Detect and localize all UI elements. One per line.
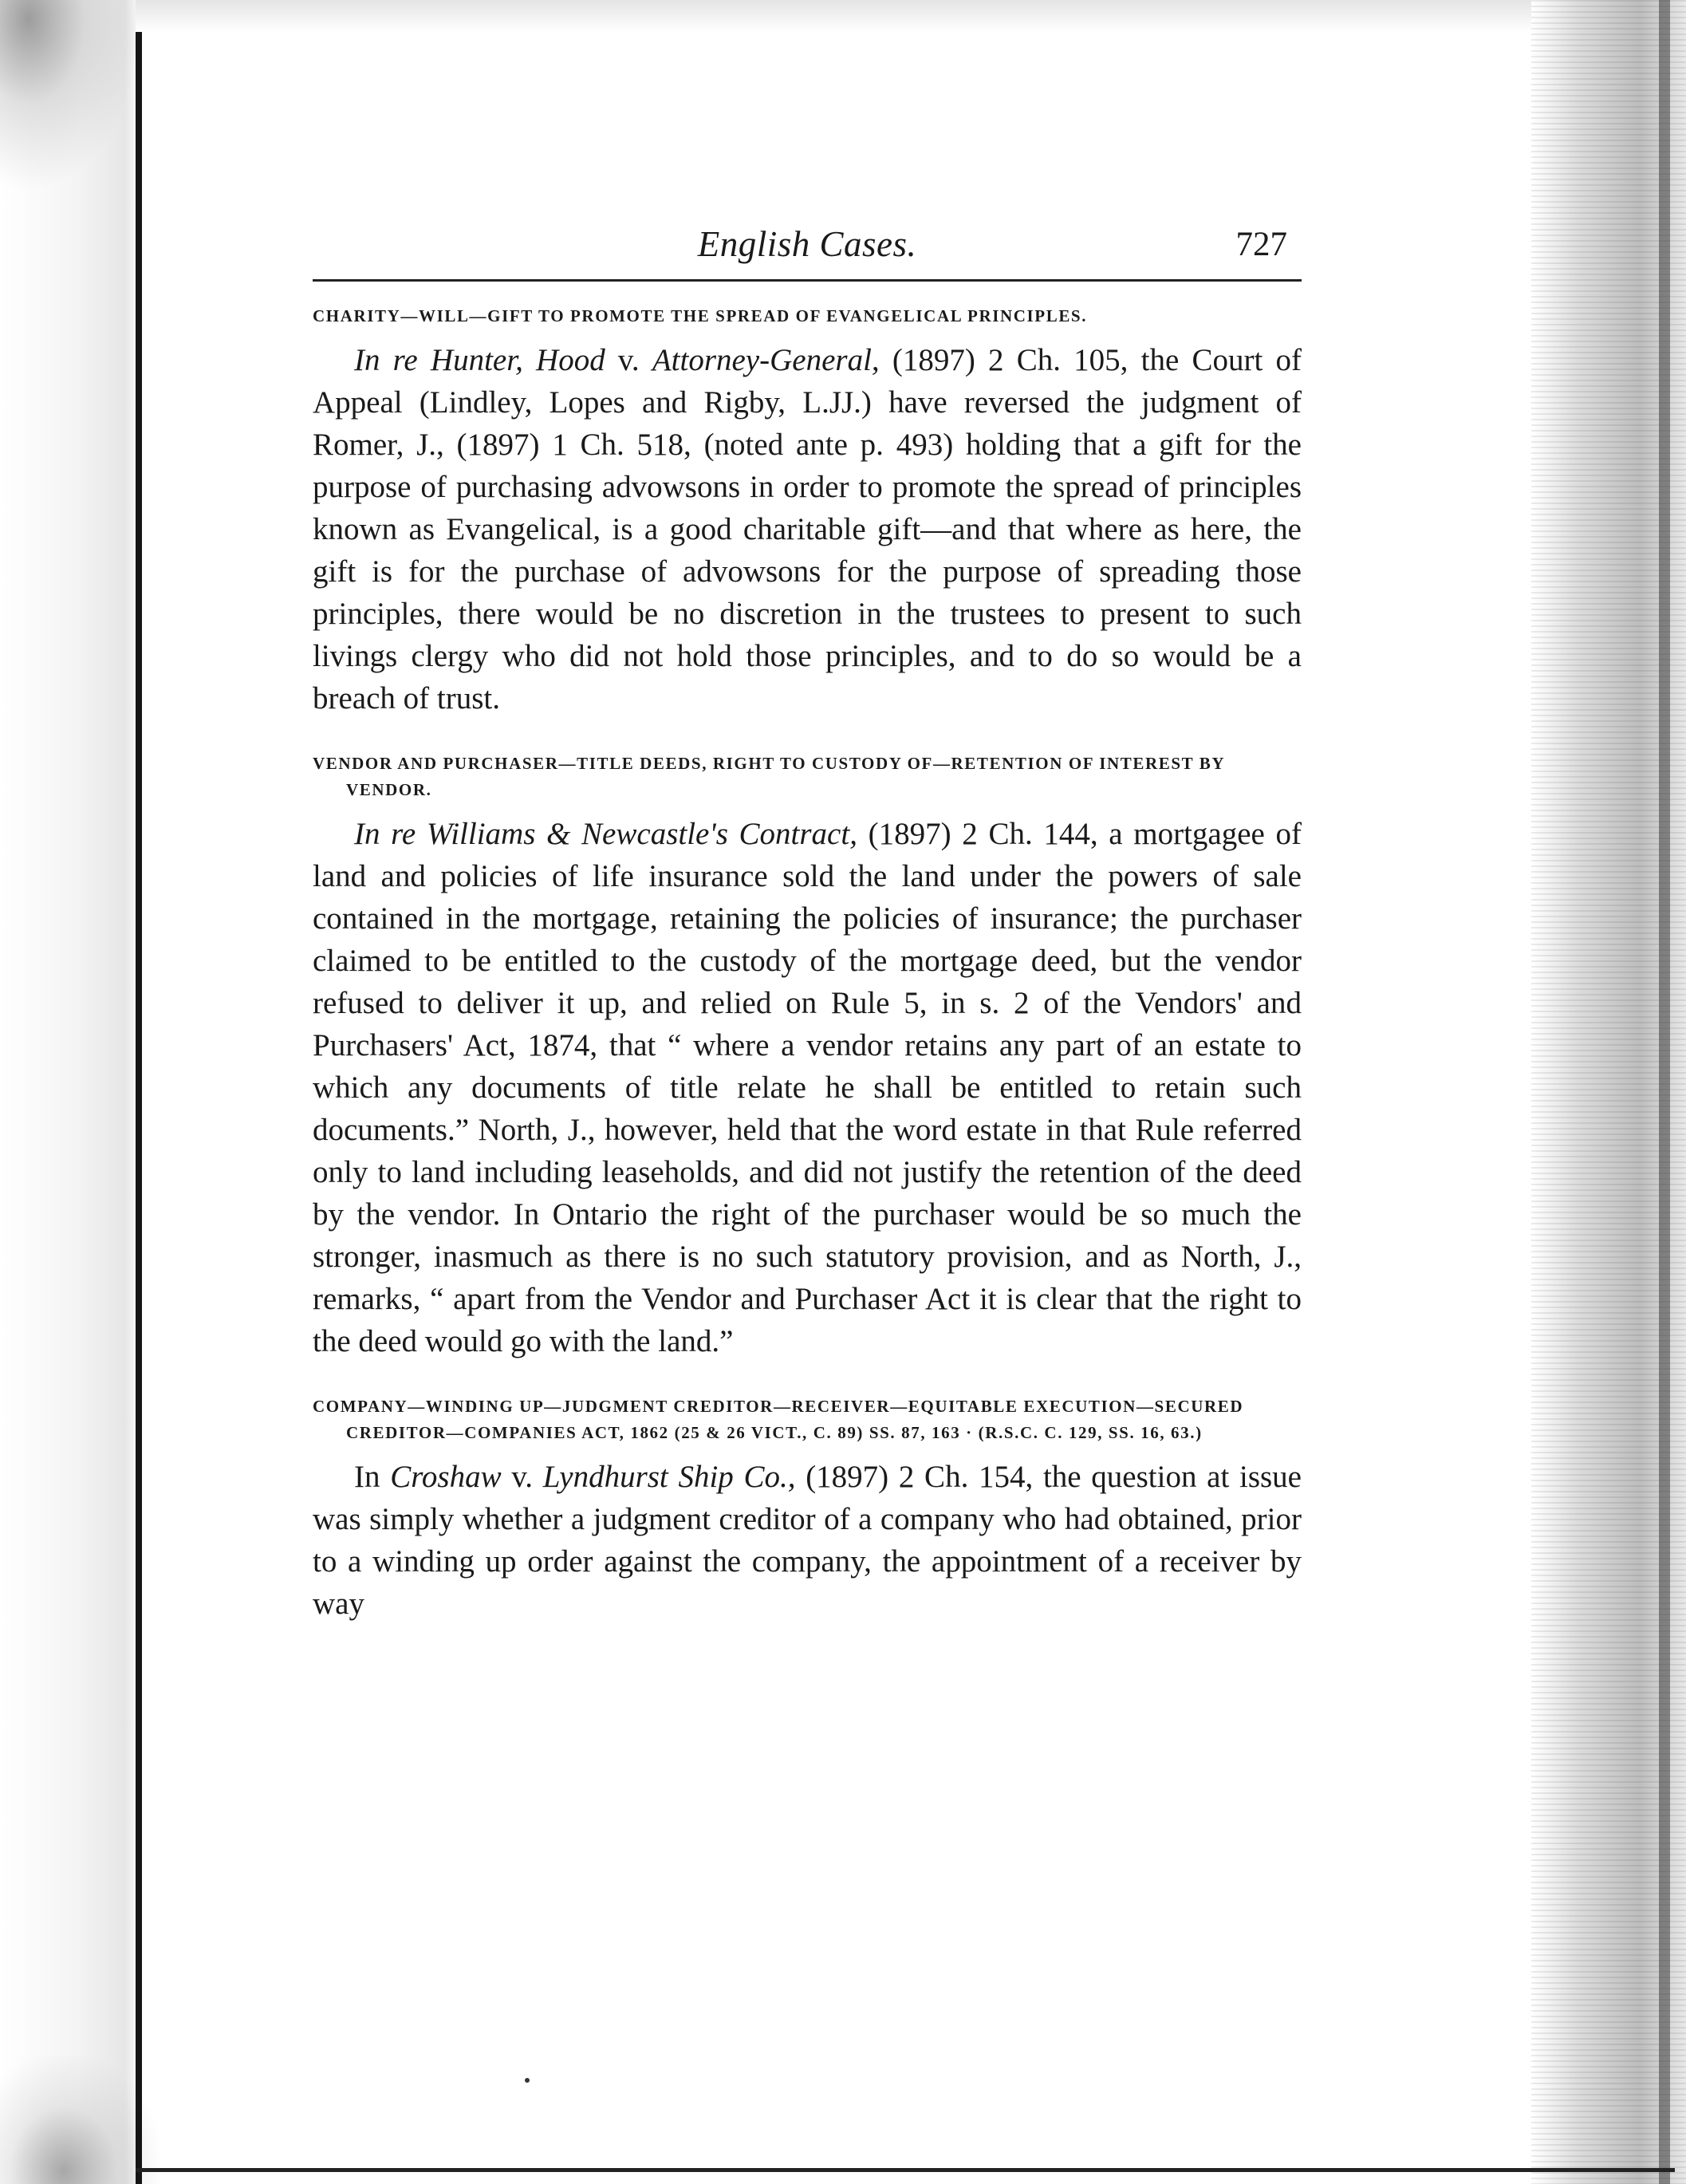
case-paragraph: In Croshaw v. Lyndhurst Ship Co., (1897) 2 Ch. 154, the question at issue was simply whether a judgment creditor of a company who had obtained, prior to a winding up order against the company, the appointment of a receiver by way: [313, 1460, 1302, 1621]
case-paragraph: [313, 813, 1302, 1362]
page-number: 727: [1235, 226, 1287, 263]
case-name: In re Williams & Newcastle's Contract,: [354, 817, 857, 851]
running-head: [313, 223, 1302, 271]
section-caption: VENDOR AND PURCHASER—TITLE DEEDS, RIGHT TO CUSTODY OF—RETENTION OF INTEREST BY VENDOR.: [313, 754, 1225, 799]
case-name: In re Hunter, Hood: [354, 343, 605, 377]
scan-top-edge: [136, 0, 1531, 32]
scan-margin-left: [0, 0, 142, 2184]
header-rule: [313, 279, 1302, 282]
case-party: Attorney-General,: [652, 343, 880, 377]
ink-speck: [525, 2078, 530, 2083]
binding-edge-line: [136, 32, 142, 2184]
case-text: (1897) 2 Ch. 154, the question at issue was simply whether a judgment creditor of a company who had obtained, prior to a winding up order against the company, the appointment of a receiver by way: [313, 1460, 1302, 1621]
scan-smudge-top-left: [0, 0, 144, 191]
running-head-title: English Cases.: [697, 224, 917, 264]
case-text: (1897) 2 Ch. 144, a mortgagee of land and policies of life insurance sold the land under the powers of sale contained in the mortgage, retaining the policies of insurance; the purchaser claimed to be entitled to the custody of the mortgage deed, but the vendor refused to deliver it up, and relied on Rule 5, in s. 2 of the Vendors' and Purchasers' Act, 1874, that “ where a vendor retains any part of an estate to which any documents of title relate he shall be entitled to retain such documents.” North, J., however, held that the word estate in that Rule referred only to land including leaseholds, and did not justify the retention of the deed by the vendor. In Ontario the right of the purchaser would be so much the stronger, inasmuch as there is no such statutory provision, and as North, J., remarks, “ apart from the Vendor and Purchaser Act it is clear that the right to the deed would go with the land.”: [313, 817, 1302, 1358]
section-caption: COMPANY—WINDING UP—JUDGMENT CREDITOR—RECEIVER—EQUITABLE EXECUTION—SECURED CREDITOR—COMPANIES ACT, 1862 (25 & 26 VICT., C. 89) SS. 87, 163 · (R.S.C. C. 129, SS. 16, 63.): [313, 1397, 1244, 1442]
section-caption: CHARITY—WILL—GIFT TO PROMOTE THE SPREAD OF EVANGELICAL PRINCIPLES.: [313, 306, 1088, 325]
page-edge-shadow: [1659, 0, 1670, 2184]
case-name: Croshaw: [390, 1460, 502, 1494]
case-paragraph: In re Hunter, Hood v. Attorney-General, (1897) 2 Ch. 105, the Court of Appeal (Lindley, Lopes and Rigby, L.JJ.) have reversed the judgment of Romer, J., (1897) 1 Ch. 518, (noted ante p. 493) holding that a gift for the purpose of purchasing advowsons in order to promote the spread of principles known as Evangelical, is a good charitable gift—and that where as here, the gift is for the purchase of advowsons for the purpose of spreading those principles, there would be no discretion in the trustees to present to such livings clergy who did not hold those principles, and to do so would be a breach of trust.: [313, 343, 1302, 716]
bottom-edge-line: [136, 2168, 1675, 2172]
case-text: (1897) 2 Ch. 105, the Court of Appeal (Lindley, Lopes and Rigby, L.JJ.) have reversed the judgment of Romer, J., (1897) 1 Ch. 518, (noted ante p. 493) holding that a gift for the purpose of purchasing advowsons in order to promote the spread of principles known as Evangelical, is a good charitable gift—and that where as here, the gift is for the purchase of advowsons for the purpose of spreading those principles, there would be no discretion in the trustees to present to such livings clergy who did not hold those principles, and to do so would be a breach of trust.: [313, 343, 1302, 716]
page-body: [313, 223, 1302, 1656]
case-party: Lyndhurst Ship Co.,: [542, 1460, 796, 1494]
